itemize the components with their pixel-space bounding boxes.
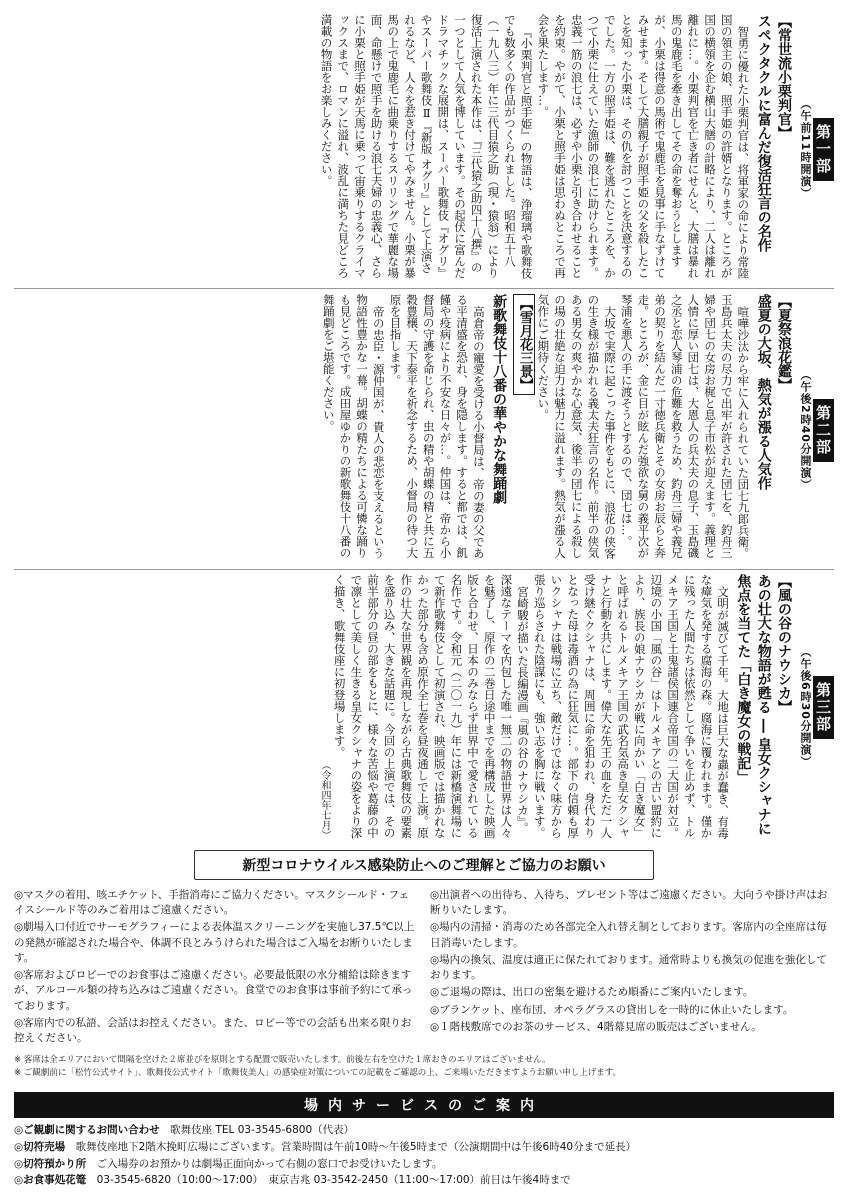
covid-notes [14,1054,834,1080]
covid-item: ◎場内の清掃・消毒のため各部完全入れ替え制としております。客席内の全座席は毎日消毒いたします。 [430,921,827,949]
covid-item: ◎劇場入口付近でサーモグラフィーによる表体温スクリーニングを実施し37.5℃以上の発熱が確認された場合や、体調不良とみうけられた場合はご入場をお断りいたします。 [14,921,415,964]
covid-note: ※ ご観劇前に「松竹公式サイト」、歌舞伎公式サイト「歌舞伎美人」の感染症対策についての記載をご確認の上、ご来場いただきますようお願い申し上げます。 [14,1067,622,1078]
covid-item: ◎客席およびロビーでのお食事はご遠慮ください。必要最低限の水分補給は除きますが、アルコール類の持ち込みはご遠慮ください。食堂でのお食事は事前予約にて承っております。 [14,969,413,1012]
part-2-second-paragraph: 帝の忠臣・源仲国が、貴人の悲恋を支えるという物語性豊かな一幕。胡蝶の精たちによる可憐な踊りも見どころです。成田屋ゆかりの新歌舞伎十八番の舞踊劇をご堪能ください。 [321,294,386,559]
divider [14,288,834,289]
service-text: 03-3545-6820（10:00〜17:00） 東京吉兆 03-3542-2450（11:00〜17:00）前日は午後4時まで [96,1174,571,1187]
services-title: 場内サービスのご案内 [14,1092,834,1118]
part-3-time: （午後6時30分開演） [799,646,812,768]
covid-notice [14,850,834,1080]
covid-item: ◎マスクの着用、咳エチケット、手指消毒にご協力ください。マスクシールド・フェイスシールド等のみご着用はご遠慮ください。 [14,889,410,917]
covid-item: ◎出演者への出待ち、入待ち、プレゼント等はご遠慮ください。大向うや掛け声はお断りいたします。 [430,889,828,917]
covid-item: ◎１階桟敷席でのお茶のサービス、4階幕見席の販売はございません。 [430,1020,762,1033]
covid-item: ◎ご退場の際は、出口の密集を避けるため順番にご案内いたします。 [430,986,754,999]
service-label: ◎お食事処花篭 [14,1174,87,1187]
part-1-subtitle: スペクタクルに富んだ復活狂言の名作 [755,14,772,252]
service-text: 歌舞伎座地下2階木挽町広場にございます。営業時間は午前10時〜午後5時まで（公演期間中は午後6時40分まで延長） [75,1140,637,1153]
covid-item: ◎ブランケット、座布団、オペラグラスの貸出しを一時的に休止いたします。 [430,1003,794,1016]
part-2-tag [799,294,834,566]
part-3-tag [799,574,834,840]
part-3-body [18,574,794,840]
part-3-paragraph: 宮崎駿が描いた長編漫画『風の谷のナウシカ』。深遠なテーマを内包した唯一無二の物語世界は人々を魅了し、原作の二巻日途中までを再構成した映画版と合わせ、日本のみならず世界中で愛されている名作です。令和元（二〇一九）年には新橋演舞場にて新作歌舞伎として初演され、映画版では描かれなかった部分も含め原作全七巻を昼夜通しで上演。原作の壮大な世界観を再現しながら古典歌舞伎の要素を盛り込み、大きな話題に。今回の上演では、その前半部分の昼の部をもとに、様々な苦悩や葛藤の中で凛として美しく生きる皇女クシャナの姿をより深く描き、歌舞伎座に初登場します。 [332,574,531,839]
program-part-1 [14,14,834,284]
part-1-time: （午前11時開演） [799,98,812,200]
service-row [14,1122,834,1139]
service-label: ◎切符売場 [14,1140,66,1153]
program-part-3 [14,574,834,840]
part-2-second-subtitle: 新歌舞伎十八番の華やかな舞踊劇 [491,294,508,504]
covid-note: ※ 客席は全エリアにおいて間隔を空けた２席並びを原則とする配置で販売いたします。前後左右を空けた１席おきのエリアはございません。 [14,1055,551,1066]
part-2-second-paragraph: 高倉帝の寵愛を受ける小督局は、帝の妻の父である平清盛を恐れ、身を隠します。すると都では、飢饉や疫病により不安な日々が…。仲国は、帝から小督局の守護を命じられ、虫の精や胡蝶の精と共に五穀豊穣、天下泰平を祈念するため、小督局の待つ大原を目指します。 [388,294,486,559]
covid-item: ◎客席内での私語、会話はお控えください。また、ロビー等での会話も出来る限りお控えください。 [14,1016,412,1044]
service-text: 歌舞伎座 TEL 03-3545-6800（代表） [170,1124,355,1136]
part-1-paragraph: 『小栗判官と照手姫』の物語は、浄瑠璃や歌舞伎でも数多くの作品がつくられました。昭和五十八（一九八三）年に三代目猿之助（現・猿翁）により復活上演された本作は、『三代猿之助四十八撰』の一つとして人気を博しています。その起伏に富んだドラマチックな展開は、スーパー歌舞伎『オグリ』やスーパー歌舞伎Ⅱ『新版 オグリ』として上演されるなど、人々を惹き付けてやみません。小栗が暴馬の上で鬼鹿毛に曲乗りするスリリングで華麗な場面、命懸けで照手を助ける浪七夫婦の忠義心、さらに小栗と照手姫が天馬に乗って宙乗りするクライマックスまで、ロマンに溢れ、波乱に満ちた見どころ満載の物語をお楽しみください。 [319,14,534,279]
part-1-body [18,14,794,284]
covid-notice-left [14,888,418,1048]
service-text: ご入場券のお預かりは劇場正面向かって右側の窓口でお受けいたします。 [96,1157,443,1170]
part-3-paragraph: 文明が滅びて千年。大地は巨大な蟲が蠢き、有毒な瘴気を発する腐海の森。腐海に覆われます。僅かに残った人間たちは依然として争いを止めず、トルメキア王国と土鬼諸侯国連合帝国の二大国が対立。辺境の小国「風の谷」はトルメキアとの古い盟約により、族長の娘ナウシカが戦に向かい「白き魔女」と呼ばれるトルメキア王国の武名気高き皇女クシャナと行動を共にします。偉大な先王の血をただ一人受け継ぐクシャナは、周囲に命を狙われ、身代わりとなった母は毒酒の為に狂気に…。部下の信頼も厚いクシャナは戦場に立ち、敵だけではなく味方から張り巡らされた陰謀にも、強い志を胸に戦います。 [532,574,731,839]
part-2-paragraph: 大坂で実際に起こった事件をもとに、浪花の侠客の生き様が描かれる義太夫狂言の名作。前半の侠気ある男女の爽やかな心意気、後半の団七による殺しの場の壮絶な迫力は魅力に溢れます。熱気が漲る人気作にご期待ください。 [536,294,618,559]
part-2-body [18,294,794,566]
program-part-2 [14,294,834,566]
service-row [14,1172,834,1189]
part-2-subtitle: 盛夏の大坂、熱気が漲る人気作 [755,294,772,490]
part-1-name: 第一部 [813,118,834,181]
part-1-tag [799,14,834,284]
services-section [14,1092,834,1189]
part-2-name: 第二部 [813,399,834,462]
part-3-date: （令和四年七月） [318,760,330,840]
divider [14,569,834,570]
part-2-time: （午後2時40分開演） [799,369,812,491]
service-label: ◎切符預かり所 [14,1157,87,1170]
part-3-name: 第三部 [813,676,834,739]
service-row [14,1156,834,1173]
part-3-subtitle: あの壮大な物語が甦る ― 皇女クシャナに焦点を当てた「白き魔女の戦記」 [735,574,772,836]
covid-item: ◎場内の換気、温度は適正に保たれております。通常時よりも換気の促進を強化しております。 [430,953,827,982]
service-label: ◎ご観劇に関するお問い合わせ [14,1124,160,1136]
part-1-paragraph: 智勇に優れた小栗判官は、将軍家の命により常陸国の領主の娘、照手姫の許婿となります。ところが国の横領を企む横山大膳の計略により、二人は離れ離れに…。小栗判官を亡き者にせんと、大膳は暴れ馬の鬼鹿毛を牽き出してその命を奪おうとしますが、小栗は得意の馬術で鬼鹿毛を見事に手なずけてみせます。そして大膳親子が照手姫の父を殺したことを知った小栗は、その仇を討つことを決意するのでした。一方の照手姫は、難を逃れたところを、かつて小栗に仕えていた漁師の浪七に助けられます。忠義一筋の浪七は、必ずや小栗と引き合わせることを約束。やがて、小栗と照手姫は思わぬところで再会を果たします…。 [536,14,751,279]
service-row [14,1139,834,1156]
covid-notice-title: 新型コロナウイルス感染防止へのご理解とご協力のお願い [194,850,654,880]
covid-notice-columns [14,888,834,1048]
part-2-title: 【夏祭浪花鑑】 [776,294,792,392]
services-list [14,1122,834,1189]
part-2-second-title: 【雪月花三景】 [513,294,535,566]
part-2-paragraph: 喧嘩沙汰から牢に入れられていた団七九郎兵衛。玉島兵太夫の尽力で出牢が許された団七を、釣舟三婦や団七の女房お梶と息子市松が迎えます。義理と人情に厚い団七は、大恩人の兵太夫の息子、玉島磯之丞と恋人琴浦の危難を救うため、釣舟三婦や義兄弟の契りを結んだ一寸徳兵衛とその女房お辰らと奔走。ところが、金に目が眩んだ強欲な舅の義平次が琴浦を悪人の手に渡そうとするので、団七は…。 [619,294,751,559]
part-3-title: 【風の谷のナウシカ】 [776,574,792,714]
covid-notice-right [430,888,834,1048]
part-1-title: 【常世流小栗判官】 [776,14,792,140]
